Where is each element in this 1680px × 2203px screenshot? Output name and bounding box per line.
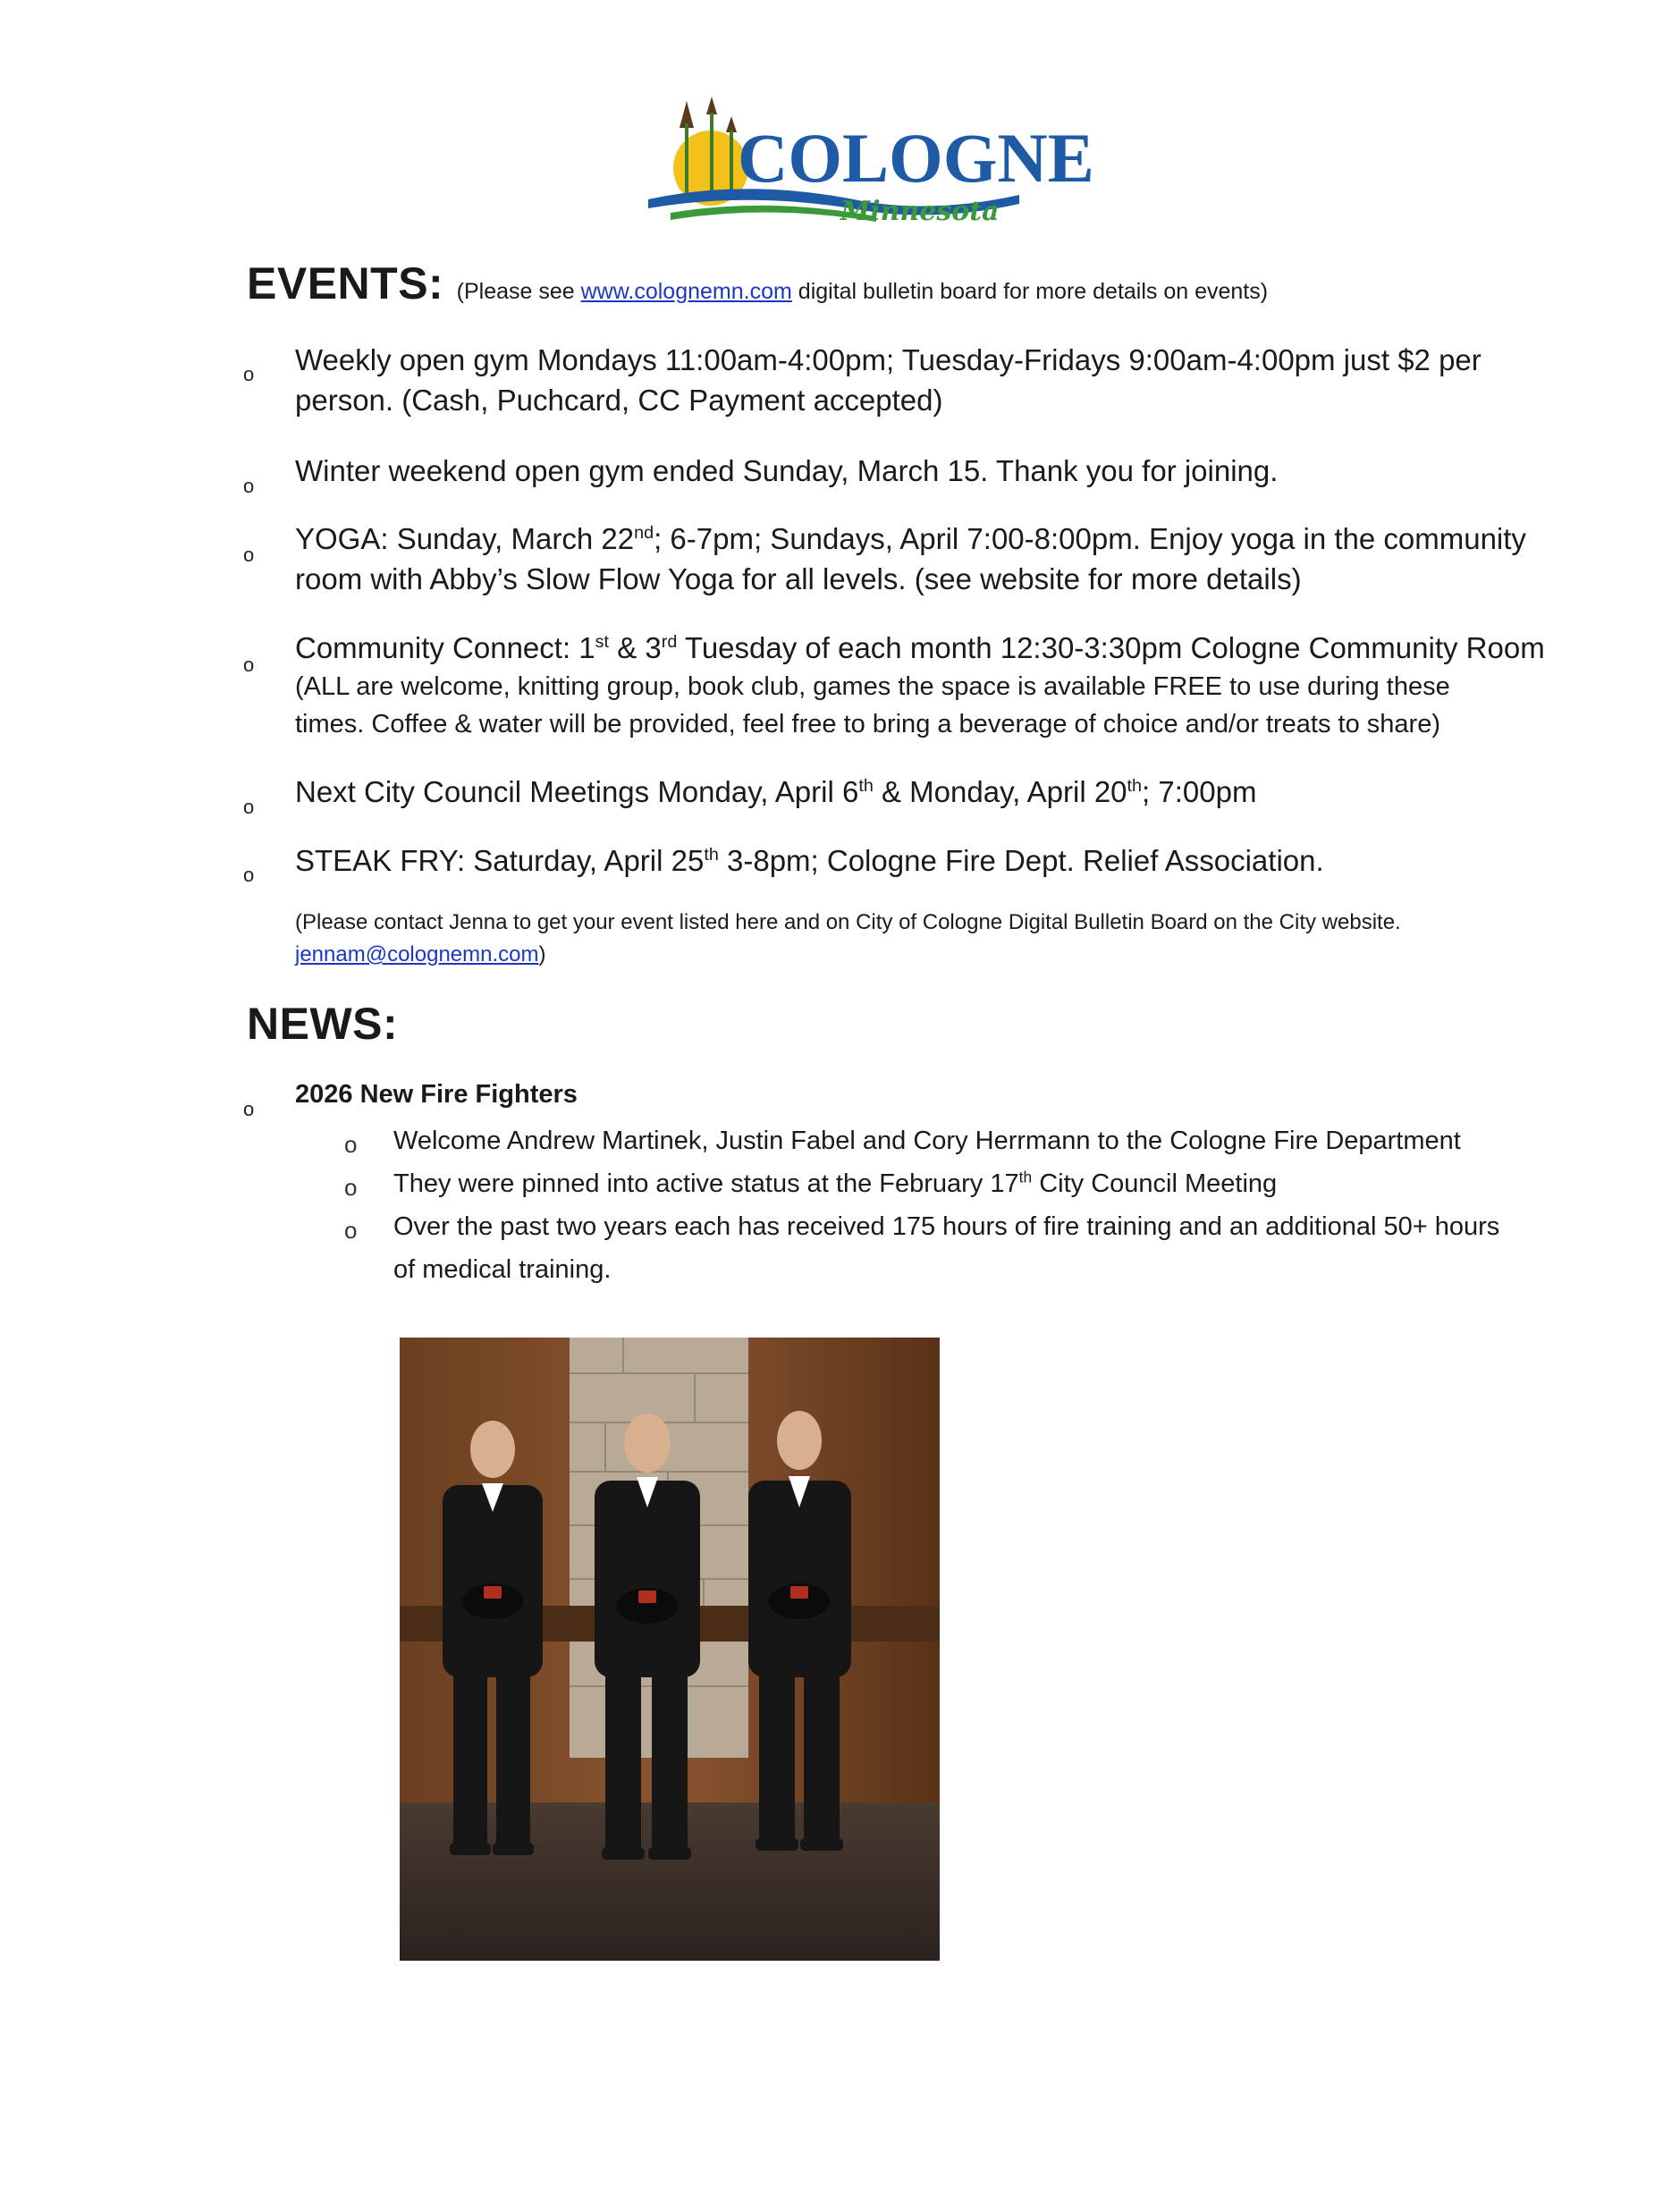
news-item-title: 2026 New Fire Fighters [295, 1080, 578, 1109]
news-sub-text: Over the past two years each has received 175 hours of fire training and an additional 50+ hours [393, 1212, 1500, 1241]
event-bullet: o [243, 864, 255, 886]
cologne-logo [644, 97, 1094, 231]
event-line [295, 519, 1526, 559]
event-item-steak-fry [295, 840, 1324, 881]
event-text: Community Connect: 1 [295, 631, 595, 664]
event-line [295, 840, 1324, 881]
event-text: ; 6-7pm; Sundays, April 7:00-8:00pm. Enjoy yoga in the community [654, 522, 1526, 555]
news-heading: NEWS: [247, 999, 399, 1049]
event-bullet: o [243, 654, 255, 676]
events-note-prefix: (Please see [456, 279, 581, 304]
ordinal-suffix: rd [661, 632, 678, 652]
news-sub-item [393, 1119, 1461, 1162]
event-item-yoga [295, 519, 1526, 599]
event-line: (ALL are welcome, knitting group, book club, games the space is available FREE to use during these [295, 672, 1450, 701]
firefighters-photo [400, 1338, 940, 1961]
news-sub-bullet: o [344, 1131, 358, 1158]
news-sub-text: They were pinned into active status at the February 17 [393, 1169, 1019, 1198]
event-text: STEAK FRY: Saturday, April 25 [295, 844, 705, 877]
news-sub-bullet: o [344, 1174, 358, 1201]
event-text: 3-8pm; Cologne Fire Dept. Relief Association. [718, 844, 1324, 877]
event-bullet: o [243, 363, 255, 385]
event-text: ; 7:00pm [1142, 775, 1257, 808]
event-line: times. Coffee & water will be provided, feel free to bring a beverage of choice and/or treats to share) [295, 710, 1440, 739]
event-bullet: o [243, 475, 255, 497]
website-link[interactable]: www.colognemn.com [580, 279, 792, 304]
contact-note [295, 907, 1401, 971]
logo-wordmark: COLOGNE [738, 119, 1094, 197]
contact-email-link[interactable]: jennam@colognemn.com [295, 942, 539, 966]
event-line: person. (Cash, Puchcard, CC Payment accepted) [295, 384, 943, 417]
event-item-community-connect [295, 628, 1545, 743]
firefighters-photo-graphic [400, 1338, 940, 1961]
news-sub-text: Welcome Andrew Martinek, Justin Fabel and Cory Herrmann to the Cologne Fire Department [393, 1127, 1461, 1155]
ordinal-suffix: th [858, 776, 874, 796]
events-heading-row [247, 257, 1268, 309]
event-text: & 3 [609, 631, 662, 664]
event-bullet: o [243, 544, 255, 566]
contact-close: ) [538, 942, 546, 966]
event-bullet: o [243, 796, 255, 818]
ordinal-suffix: nd [634, 523, 654, 543]
news-sub-item [393, 1162, 1277, 1205]
events-note [457, 279, 1268, 304]
news-sub-text: City Council Meeting [1032, 1169, 1278, 1198]
events-note-suffix: digital bulletin board for more details on events) [791, 279, 1269, 304]
event-text: YOGA: Sunday, March 22 [295, 522, 635, 555]
news-bullet: o [243, 1098, 255, 1120]
event-text: Next City Council Meetings Monday, April 6 [295, 775, 859, 808]
event-item-open-gym [295, 340, 1482, 420]
events-heading: EVENTS: [247, 258, 444, 308]
event-item-winter-gym [295, 451, 1278, 491]
news-sub-bullet: o [344, 1217, 358, 1244]
event-line [295, 628, 1545, 668]
event-text: & Monday, April 20 [873, 775, 1127, 808]
event-line [295, 772, 1256, 812]
news-sub-text: of medical training. [393, 1255, 612, 1284]
event-line: Winter weekend open gym ended Sunday, March 15. Thank you for joining. [295, 454, 1279, 487]
event-text: Tuesday of each month 12:30-3:30pm Cologne Community Room [677, 631, 1545, 664]
contact-text: (Please contact Jenna to get your event listed here and on City of Cologne Digital Bulletin Board on the City website. [295, 910, 1401, 934]
logo-state: Minnesota [840, 196, 1000, 227]
event-item-council-meetings [295, 772, 1256, 812]
ordinal-suffix: th [704, 845, 719, 865]
cologne-logo-graphic [644, 97, 1094, 231]
ordinal-suffix: th [1018, 1168, 1033, 1186]
ordinal-suffix: st [595, 632, 610, 652]
news-sub-item [393, 1205, 1499, 1291]
event-line: room with Abby’s Slow Flow Yoga for all levels. (see website for more details) [295, 562, 1302, 595]
ordinal-suffix: th [1127, 776, 1143, 796]
event-line: Weekly open gym Mondays 11:00am-4:00pm; Tuesday-Fridays 9:00am-4:00pm just $2 per [295, 343, 1482, 376]
